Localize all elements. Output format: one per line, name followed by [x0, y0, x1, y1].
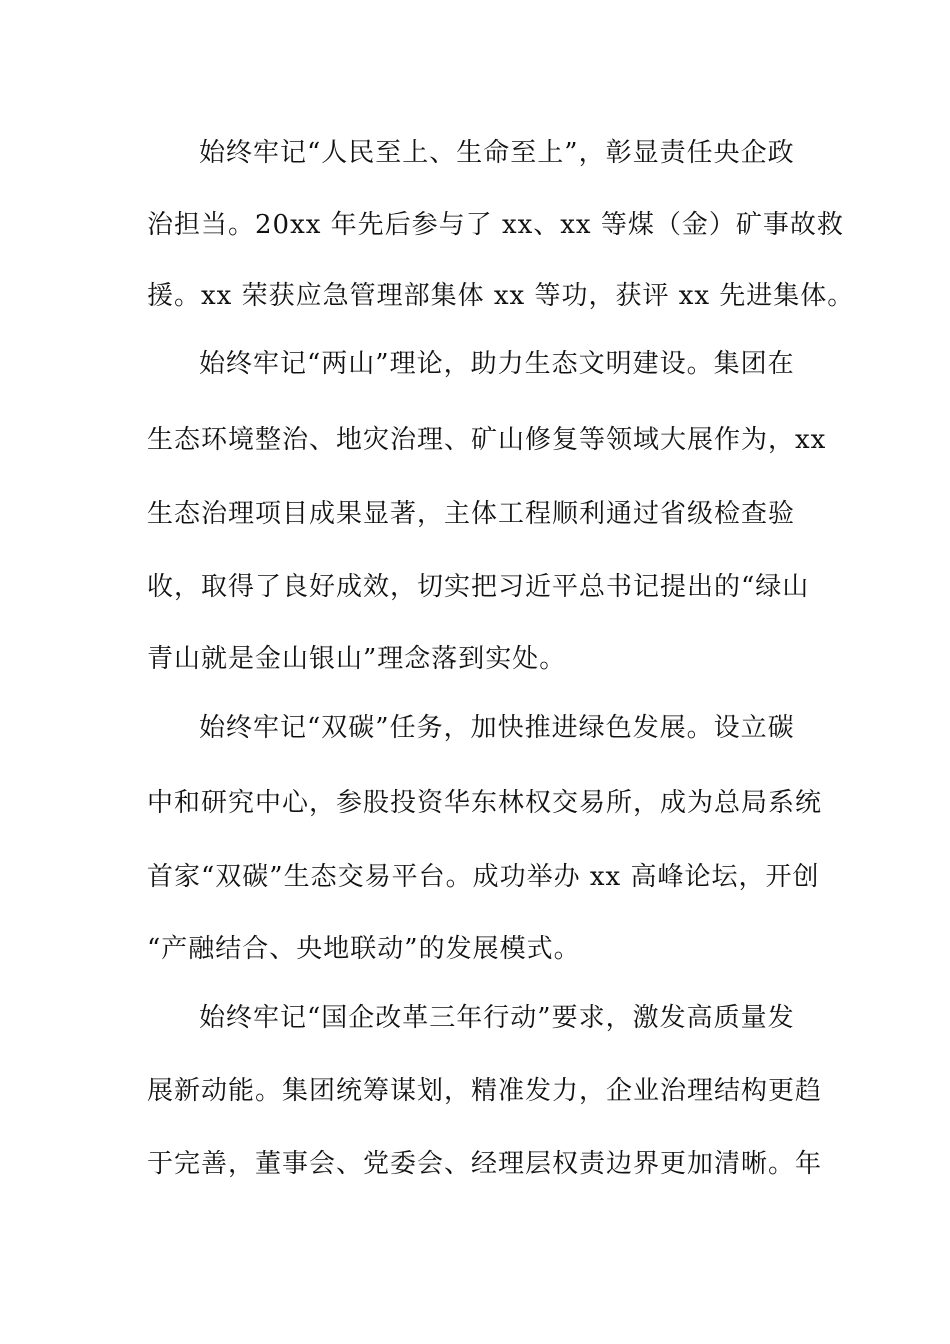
paragraph-1-line-1: 始终牢记“人民至上、生命至上”，彰显责任央企政	[199, 138, 795, 168]
paragraph-4-line-1: 始终牢记“国企改革三年行动”要求，激发高质量发	[199, 1003, 795, 1033]
paragraph-2-line-3: 生态治理项目成果显著，主体工程顺利通过省级检查验	[147, 499, 796, 529]
paragraph-2-line-2: 生态环境整治、地灾治理、矿山修复等领域大展作为，xx	[147, 425, 827, 455]
paragraph-3-line-4: “产融结合、央地联动”的发展模式。	[147, 934, 581, 964]
paragraph-3-line-1: 始终牢记“双碳”任务，加快推进绿色发展。设立碳	[199, 713, 795, 743]
paragraph-4-line-3: 于完善，董事会、党委会、经理层权责边界更加清晰。年	[147, 1149, 823, 1179]
paragraph-2-line-1: 始终牢记“两山”理论，助力生态文明建设。集团在	[199, 349, 795, 379]
paragraph-1-line-3: 援。xx 荣获应急管理部集体 xx 等功，获评 xx 先进集体。	[147, 281, 855, 311]
paragraph-2-line-4: 收，取得了良好成效，切实把习近平总书记提出的“绿山	[147, 572, 810, 602]
paragraph-2-line-5: 青山就是金山银山”理念落到实处。	[147, 644, 567, 674]
paragraph-3-line-3: 首家“双碳”生态交易平台。成功举办 xx 高峰论坛，开创	[147, 862, 820, 892]
paragraph-1-line-2: 治担当。20xx 年先后参与了 xx、xx 等煤（金）矿事故救	[147, 210, 844, 240]
paragraph-3-line-2: 中和研究中心，参股投资华东林权交易所，成为总局系统	[147, 788, 823, 818]
paragraph-4-line-2: 展新动能。集团统筹谋划，精准发力，企业治理结构更趋	[147, 1076, 823, 1106]
